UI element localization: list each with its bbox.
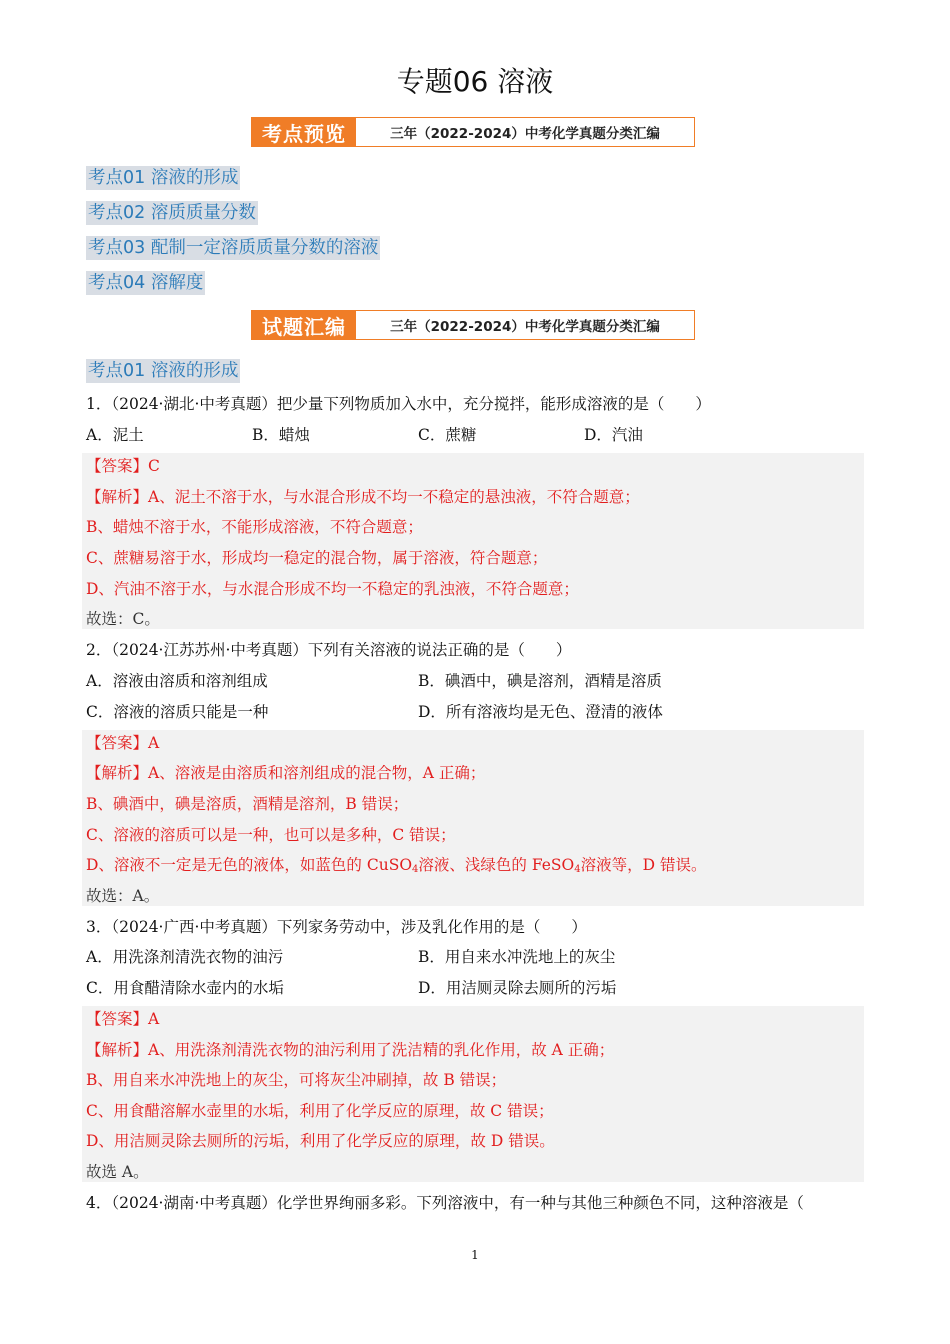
q3-answer: 【答案】A [86,1010,160,1028]
toc-item-1[interactable]: 考点01 溶液的形成 [88,168,239,188]
toc-item-2[interactable]: 考点02 溶质质量分数 [88,203,256,223]
q3-analysis-line: C、用食醋溶解水壶里的水垢，利用了化学反应的原理，故 C 错误； [86,1102,554,1120]
q1-answer-block [82,453,864,629]
q1-analysis-line: B、蜡烛不溶于水，不能形成溶液，不符合题意； [86,518,423,536]
q1-option-a: A．泥土 [86,426,144,444]
q1-option-c: C．蔗糖 [418,426,477,444]
banner-tag: 考点预览 [252,118,356,146]
q3-option-d: D．用洁厕灵除去厕所的污垢 [418,979,617,997]
question-3-stem: 3．（2024·广西·中考真题）下列家务劳动中，涉及乳化作用的是（ ） [86,918,587,936]
q2-analysis-line: C、溶液的溶质可以是一种，也可以是多种，C 错误； [86,826,456,844]
q2-analysis-line: 【解析】A、溶液是由溶质和溶剂组成的混合物，A 正确； [86,764,486,782]
q1-analysis-line: C、蔗糖易溶于水，形成均一稳定的混合物，属于溶液，符合题意； [86,549,548,567]
banner-subtitle: 三年（2022-2024）中考化学真题分类汇编 [390,126,660,142]
q3-conclusion: 故选 A。 [86,1163,149,1181]
toc-item-4[interactable]: 考点04 溶解度 [88,273,204,293]
q2-option-a: A．溶液由溶质和溶剂组成 [86,672,268,690]
q1-answer: 【答案】C [86,457,160,475]
exercises-banner [251,310,695,340]
q3-option-c: C．用食醋清除水壶内的水垢 [86,979,284,997]
question-2-stem: 2．（2024·江苏苏州·中考真题）下列有关溶液的说法正确的是（ ） [86,641,572,659]
q2-conclusion: 故选：A。 [86,887,160,905]
q1-analysis-line: D、汽油不溶于水，与水混合形成不均一不稳定的乳浊液，不符合题意； [86,580,579,598]
banner-tag: 试题汇编 [252,311,356,339]
question-1-stem: 1．（2024·湖北·中考真题）把少量下列物质加入水中，充分搅拌，能形成溶液的是（ ） [86,395,711,413]
q1-conclusion: 故选：C。 [86,610,160,628]
q2-analysis-line: B、碘酒中，碘是溶质，酒精是溶剂，B 错误； [86,795,409,813]
q1-analysis-line: 【解析】A、泥土不溶于水，与水混合形成不均一不稳定的悬浊液，不符合题意； [86,488,640,506]
page-number: 1 [471,1248,479,1262]
q2-option-d: D．所有溶液均是无色、澄清的液体 [418,703,663,721]
q3-analysis-line: 【解析】A、用洗涤剂清洗衣物的油污利用了洗洁精的乳化作用，故 A 正确； [86,1041,615,1059]
preview-banner [251,117,695,147]
q2-option-c: C．溶液的溶质只能是一种 [86,703,269,721]
banner-subtitle: 三年（2022-2024）中考化学真题分类汇编 [390,319,660,335]
section-heading: 考点01 溶液的形成 [88,361,239,381]
q2-answer: 【答案】A [86,734,160,752]
q1-option-d: D．汽油 [584,426,643,444]
q3-analysis-line: D、用洁厕灵除去厕所的污垢，利用了化学反应的原理，故 D 错误。 [86,1132,555,1150]
question-4-stem: 4．（2024·湖南·中考真题）化学世界绚丽多彩。下列溶液中，有一种与其他三种颜色不同，这种溶液是（ [86,1194,804,1212]
q2-option-b: B．碘酒中，碘是溶剂，酒精是溶质 [418,672,662,690]
toc-item-3[interactable]: 考点03 配制一定溶质质量分数的溶液 [88,238,379,258]
q3-option-a: A．用洗涤剂清洗衣物的油污 [86,948,284,966]
q3-analysis-line: B、用自来水冲洗地上的灰尘，可将灰尘冲刷掉，故 B 错误； [86,1071,507,1089]
q1-option-b: B．蜡烛 [252,426,310,444]
q2-analysis-line-d: D、溶液不一定是无色的液体，如蓝色的 CuSO$_4$溶液、浅绿色的 FeSO$_4$溶液等，D 错误。 [86,856,707,875]
q3-answer-block [82,1006,864,1182]
page-title: 专题06 溶液 [396,65,554,98]
q3-option-b: B．用自来水冲洗地上的灰尘 [418,948,616,966]
